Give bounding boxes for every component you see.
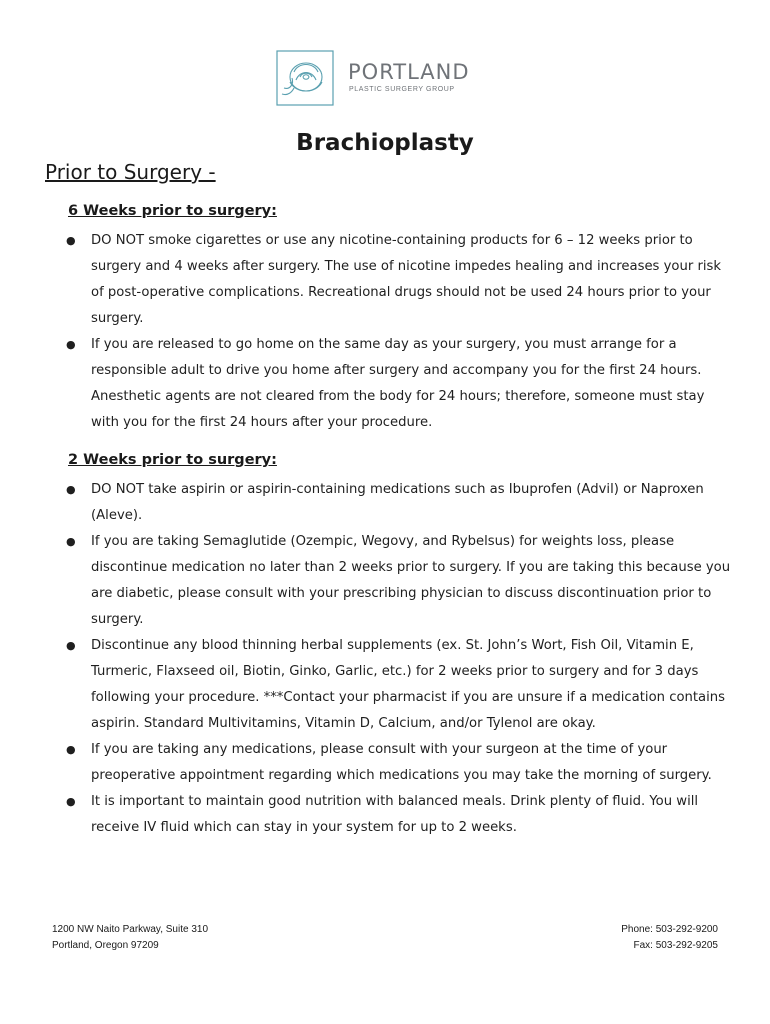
- section-subheading: Prior to Surgery -: [45, 160, 216, 184]
- list-item: [66, 737, 734, 789]
- list-item-text: Discontinue any blood thinning herbal supplements (ex. St. John’s Wort, Fish Oil, Vitamin E, Turmeric, Flaxseed oil, Biotin, Ginko, Garlic, etc.) for 2 weeks prior to surgery and for 3 days following your procedure. ***Contact your pharmacist if you are unsure if a medication contains aspirin. Standard Multivitamins, Vitamin D, Calcium, and/or Tylenol are okay.: [91, 638, 726, 731]
- fax-number: Fax: 503-292-9205: [633, 940, 718, 951]
- section-heading-2-weeks: 2 Weeks prior to surgery:: [68, 452, 277, 468]
- list-item: [66, 789, 734, 841]
- logo-subtitle: PLASTIC SURGERY GROUP: [349, 86, 455, 93]
- rose-logo-icon: [276, 50, 334, 106]
- phone-number: Phone: 503-292-9200: [621, 924, 718, 935]
- address-line-2: Portland, Oregon 97209: [52, 940, 159, 951]
- page-title: Brachioplasty: [296, 130, 474, 156]
- list-item: [66, 633, 734, 737]
- logo: [276, 50, 476, 108]
- address-line-1: 1200 NW Naito Parkway, Suite 310: [52, 924, 209, 935]
- footer-address: [52, 922, 208, 954]
- list-2-weeks: [66, 477, 734, 841]
- list-item: [66, 477, 734, 529]
- list-item-text: If you are taking Semaglutide (Ozempic, Wegovy, and Rybelsus) for weights loss, please discontinue medication no later than 2 weeks prior to surgery. If you are taking this because you are diabetic, please consult with your prescribing physician to discuss discontinuation prior to surgery.: [91, 534, 731, 627]
- list-item-text: DO NOT smoke cigarettes or use any nicotine-containing products for 6 – 12 weeks prior to surgery and 4 weeks after surgery. The use of nicotine impedes healing and increases your risk of post-operative complications. Recreational drugs should not be used 24 hours prior to your surgery.: [91, 233, 722, 326]
- footer-contact: [621, 922, 718, 954]
- bullet-icon: ●: [66, 338, 76, 351]
- bullet-icon: ●: [66, 743, 76, 756]
- list-6-weeks: [66, 228, 734, 436]
- list-item: [66, 228, 734, 332]
- bullet-icon: ●: [66, 795, 76, 808]
- bullet-icon: ●: [66, 483, 76, 496]
- list-item-text: If you are taking any medications, please consult with your surgeon at the time of your preoperative appointment regarding which medications you may take the morning of surgery.: [91, 742, 712, 783]
- list-item-text: It is important to maintain good nutrition with balanced meals. Drink plenty of fluid. You will receive IV fluid which can stay in your system for up to 2 weeks.: [91, 794, 699, 835]
- list-item-text: If you are released to go home on the same day as your surgery, you must arrange for a responsible adult to drive you home after surgery and accompany you for the first 24 hours. Anesthetic agents are not cleared from the body for 24 hours; therefore, someone must stay with you for the first 24 hours after your procedure.: [91, 337, 705, 430]
- bullet-icon: ●: [66, 234, 76, 247]
- bullet-icon: ●: [66, 639, 76, 652]
- bullet-icon: ●: [66, 535, 76, 548]
- list-item: [66, 529, 734, 633]
- logo-name: PORTLAND: [348, 60, 470, 84]
- section-heading-6-weeks: 6 Weeks prior to surgery:: [68, 203, 277, 219]
- list-item: [66, 332, 734, 436]
- list-item-text: DO NOT take aspirin or aspirin-containing medications such as Ibuprofen (Advil) or Naproxen (Aleve).: [91, 482, 704, 523]
